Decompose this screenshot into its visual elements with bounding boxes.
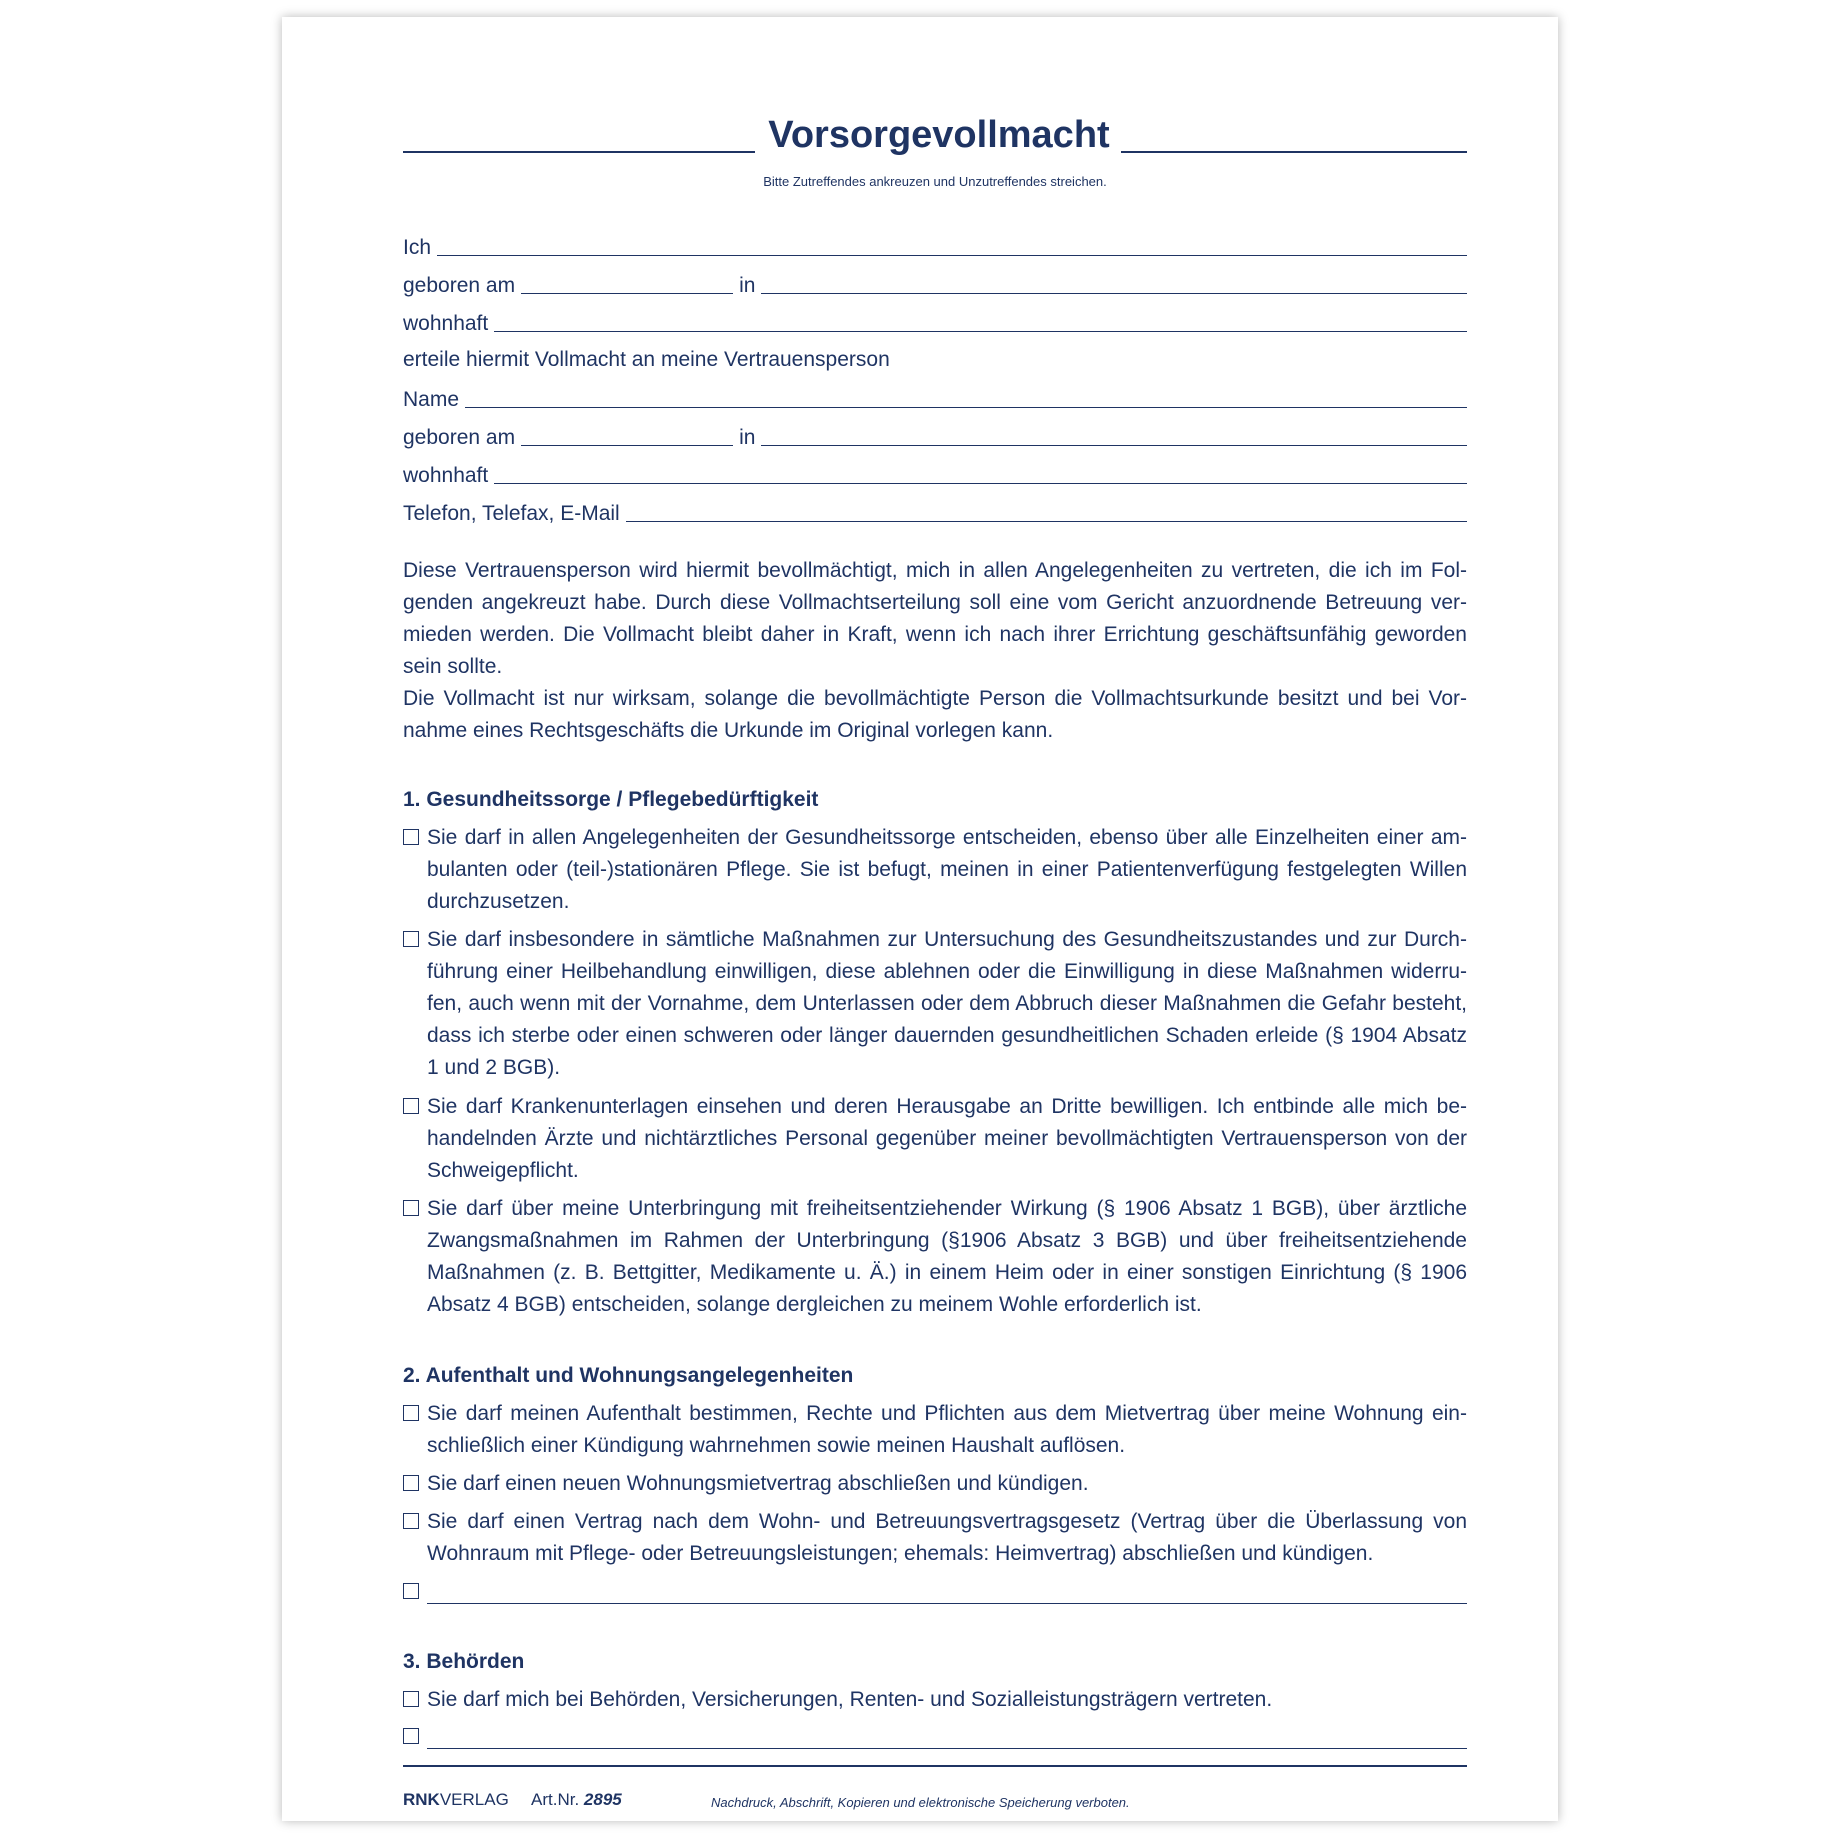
blank-entry-line[interactable] <box>427 1603 1467 1604</box>
article-number <box>531 1790 622 1810</box>
intro-paragraph-1: Diese Vertrauensperson wird hiermit bevollmächtigt, mich in allen Angelegenheiten zu vertreten, die ich im Folgenden angekreuzt habe. Durch diese Vollmachtserteilung soll eine vom Gericht anzuordnende Betreuung vermieden werden. Die Vollmacht bleibt daher in Kraft, wenn ich nach ihrer Errichtung geschäftsunfähig geworden sein sollte. <box>403 559 1467 678</box>
field-ich-line[interactable] <box>437 255 1467 256</box>
field-wohnhaft-line[interactable] <box>494 331 1467 332</box>
checkbox[interactable] <box>403 1583 419 1599</box>
checkbox[interactable] <box>403 1405 419 1421</box>
field-ich <box>403 231 1467 261</box>
blank-entry-line[interactable] <box>427 1748 1467 1749</box>
intro-line: erteile hiermit Vollmacht an meine Vertrauensperson <box>403 348 890 371</box>
item-text: Sie darf einen neuen Wohnungsmietvertrag abschließen und kündigen. <box>427 1472 1089 1495</box>
checkbox[interactable] <box>403 931 419 947</box>
footer-rule <box>403 1765 1467 1767</box>
checkbox[interactable] <box>403 1098 419 1114</box>
field-wohnhaft <box>403 307 1467 337</box>
field-geboren-am-line[interactable] <box>521 293 733 294</box>
item-text: Sie darf Krankenunterlagen einsehen und deren Herausgabe an Dritte bewilligen. Ich entbinde alle mich behandelnden Ärzte und nichtärztliches Personal gegenüber meiner bevollmächtigten Vertrauensperson von der Schweigepflicht. <box>427 1095 1467 1182</box>
title-rule-right <box>1121 151 1467 153</box>
field-ich-label: Ich <box>403 236 432 259</box>
field-in-line[interactable] <box>761 293 1467 294</box>
checkbox[interactable] <box>403 1200 419 1216</box>
field-wohnhaft-label: wohnhaft <box>403 312 489 335</box>
field-geboren-am-2-label: geboren am <box>403 426 516 449</box>
field-contact <box>403 497 1467 527</box>
section-3-heading: 3. Behörden <box>403 1650 525 1673</box>
title-row <box>403 101 1467 171</box>
field-wohnhaft-2 <box>403 459 1467 489</box>
field-in-2-label: in <box>739 426 756 449</box>
checkbox[interactable] <box>403 1475 419 1491</box>
field-name-line[interactable] <box>465 407 1467 408</box>
field-name-label: Name <box>403 388 460 411</box>
field-in-label: in <box>739 274 756 297</box>
field-wohnhaft-2-line[interactable] <box>494 483 1467 484</box>
section-2-heading: 2. Aufenthalt und Wohnungsangelegenheiten <box>403 1364 854 1387</box>
item-text: Sie darf über meine Unterbringung mit freiheitsentziehender Wirkung (§ 1906 Absatz 1 BGB), über ärztliche Zwangsmaßnahmen im Rahmen der Unterbringung (§1906 Absatz 3 BGB) und über freiheitsentziehende Maßnahmen (z. B. Bettgitter, Medikamente u. Ä.) in einem Heim oder in einer sonstigen Einrichtung (§ 1906 Absatz 4 BGB) entscheiden, solange dergleichen zu meinem Wohle erforderlich ist. <box>427 1197 1467 1316</box>
field-geboren-am-2 <box>403 421 1467 451</box>
publisher-brand <box>403 1790 509 1810</box>
document-subtitle: Bitte Zutreffendes ankreuzen und Unzutreffendes streichen. <box>763 174 1107 189</box>
item-text: Sie darf in allen Angelegenheiten der Gesundheitssorge entscheiden, ebenso über alle Einzelheiten einer ambulanten oder (teil-)stationären Pflege. Sie ist befugt, meinen in einer Patientenverfügung festgelegten Willen durchzusetzen. <box>427 826 1467 913</box>
article-number-label: Art.Nr. <box>531 1790 580 1809</box>
checkbox[interactable] <box>403 1691 419 1707</box>
form-sheet <box>282 17 1558 1821</box>
intro-paragraph-2: Die Vollmacht ist nur wirksam, solange die bevollmächtigte Person die Vollmachtsurkunde besitzt und bei Vornahme eines Rechtsgeschäfts die Urkunde im Original vorlegen kann. <box>403 687 1467 742</box>
section-1-heading: 1. Gesundheitssorge / Pflegebedürftigkeit <box>403 788 819 811</box>
item-text: Sie darf insbesondere in sämtliche Maßnahmen zur Untersuchung des Gesundheitszustandes und zur Durchführung einer Heilbehandlung einwilligen, diese ablehnen oder die Einwilligung in diese Maßnahmen widerrufen, auch wenn mit der Vornahme, dem Unterlassen oder dem Abbruch dieser Maßnahmen die Gefahr besteht, dass ich sterbe oder einen schweren oder länger dauernden gesundheitlichen Schaden erleide (§ 1904 Absatz 1 und 2 BGB). <box>427 928 1467 1079</box>
copyright-notice: Nachdruck, Abschrift, Kopieren und elektronische Speicherung verboten. <box>711 1795 1130 1810</box>
item-text: Sie darf einen Vertrag nach dem Wohn- und Betreuungsvertragsgesetz (Vertrag über die Überlassung von Wohnraum mit Pflege- oder Betreuungsleistungen; ehemals: Heimvertrag) abschließen und kündigen. <box>427 1510 1467 1565</box>
title-rule-left <box>403 151 755 153</box>
checkbox[interactable] <box>403 829 419 845</box>
field-wohnhaft-2-label: wohnhaft <box>403 464 489 487</box>
field-geboren-am <box>403 269 1467 299</box>
field-in-2-line[interactable] <box>761 445 1467 446</box>
brand-rest: VERLAG <box>439 1790 509 1809</box>
field-contact-line[interactable] <box>626 521 1467 522</box>
document-title: Vorsorgevollmacht <box>768 114 1110 156</box>
article-number-value: 2895 <box>583 1790 622 1809</box>
item-text: Sie darf mich bei Behörden, Versicherungen, Renten- und Sozialleistungsträgern vertreten. <box>427 1688 1273 1711</box>
footer <box>403 1790 1467 1812</box>
checkbox[interactable] <box>403 1728 419 1744</box>
item-text: Sie darf meinen Aufenthalt bestimmen, Rechte und Pflichten aus dem Mietvertrag über meine Wohnung einschließlich einer Kündigung wahrnehmen sowie meinen Haushalt auflösen. <box>427 1402 1467 1457</box>
checkbox[interactable] <box>403 1513 419 1529</box>
field-geboren-am-label: geboren am <box>403 274 516 297</box>
field-geboren-am-2-line[interactable] <box>521 445 733 446</box>
brand-bold: RNK <box>403 1790 440 1809</box>
field-contact-label: Telefon, Telefax, E-Mail <box>403 502 620 525</box>
field-name <box>403 383 1467 413</box>
